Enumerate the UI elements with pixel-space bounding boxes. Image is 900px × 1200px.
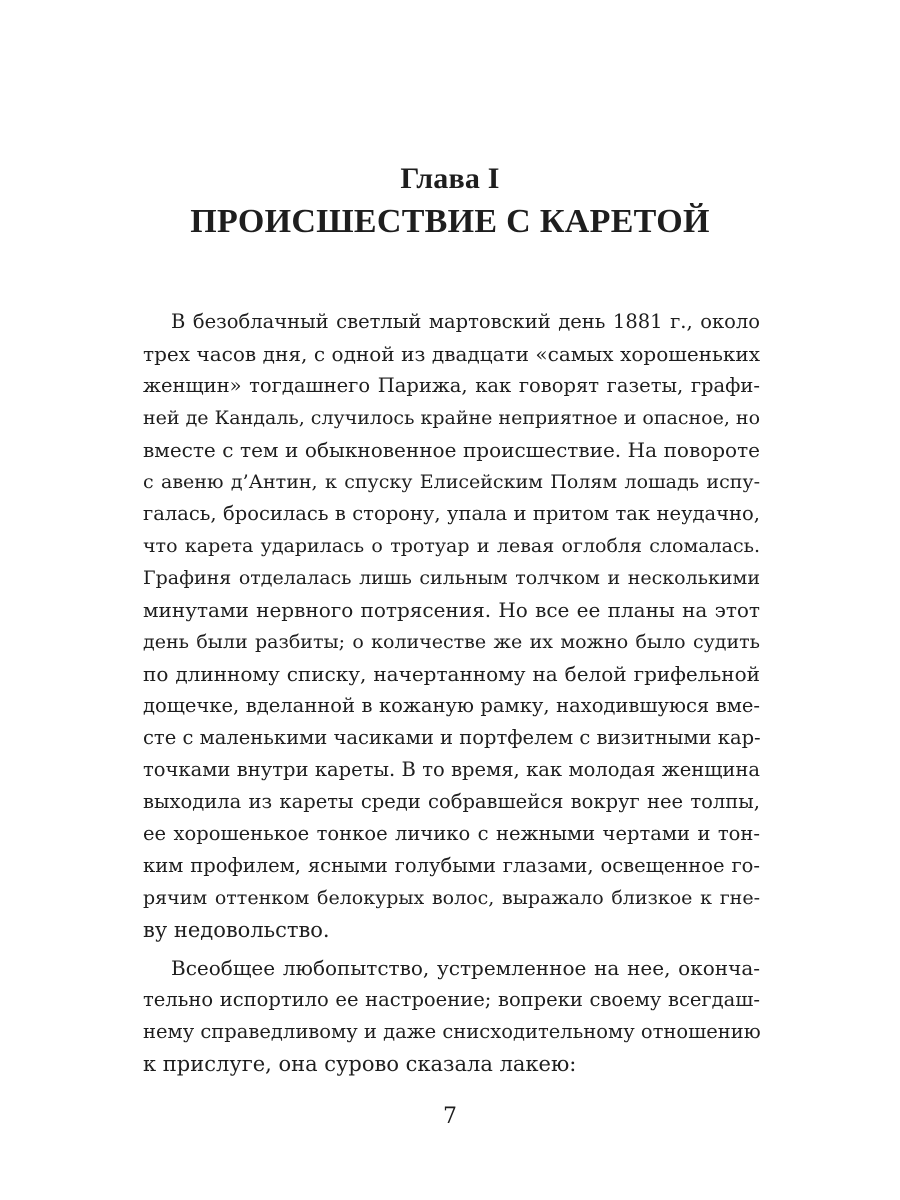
text-line: по длинному списку, начертанному на белой грифельной xyxy=(143,662,760,686)
text-line: нему справедливому и даже снисходительному отношению xyxy=(143,1020,761,1043)
paragraph xyxy=(143,952,760,1080)
text-line: женщин» тогдашнего Парижа, как говорят газеты, графи- xyxy=(143,374,760,397)
chapter-title: ПРОИСШЕСТВИЕ С КАРЕТОЙ xyxy=(190,203,710,240)
text-line: тельно испортило ее настроение; вопреки своему всегдаш- xyxy=(143,988,760,1011)
text-line: минутами нервного потрясения. Но все ее планы на этот xyxy=(143,598,760,622)
text-line: точками внутри кареты. В то время, как молодая женщина xyxy=(143,758,760,781)
chapter-number: Глава I xyxy=(400,162,500,195)
text-line: трех часов дня, с одной из двадцати «самых хорошеньких xyxy=(143,342,760,366)
text-line: ней де Кандаль, случилось крайне неприятное и опасное, но xyxy=(143,407,761,429)
text-line: Графиня отделалась лишь сильным толчком и несколькими xyxy=(143,567,760,589)
text-line: с авеню д’Антин, к спуску Елисейским Полям лошадь испу- xyxy=(143,471,760,493)
text-line: выходила из кареты среди собравшейся вокруг нее толпы, xyxy=(143,790,760,813)
text-line: В безоблачный светлый мартовский день 1881 г., около xyxy=(171,310,760,333)
text-line: рячим оттенком белокурых волос, выражало близкое к гне- xyxy=(143,887,760,909)
page-number: 7 xyxy=(443,1104,457,1129)
text-line: ее хорошенькое тонкое личико с нежными чертами и тон- xyxy=(143,822,760,845)
text-line: ким профилем, ясными голубыми глазами, освещенное го- xyxy=(143,854,760,877)
text-line: вместе с тем и обыкновенное происшествие. На повороте xyxy=(143,438,760,462)
text-line: сте с маленькими часиками и портфелем с визитными кар- xyxy=(143,726,761,749)
chapter-heading xyxy=(0,160,900,244)
text-line: к прислуге, она сурово сказала лакею: xyxy=(143,1052,577,1076)
text-line: что карета ударилась о тротуар и левая оглобля сломалась. xyxy=(143,535,760,557)
text-line: дощечке, вделанной в кожаную рамку, находившуюся вме- xyxy=(143,694,760,717)
text-line: день были разбиты; о количестве же их можно было судить xyxy=(143,631,760,653)
text-line: Всеобщее любопытство, устремленное на нее, оконча- xyxy=(171,956,760,980)
text-line: ву недовольство. xyxy=(143,918,330,942)
chapter-body xyxy=(143,306,760,1080)
paragraph xyxy=(143,306,760,946)
text-line: галась, бросилась в сторону, упала и притом так неудачно, xyxy=(143,502,760,525)
